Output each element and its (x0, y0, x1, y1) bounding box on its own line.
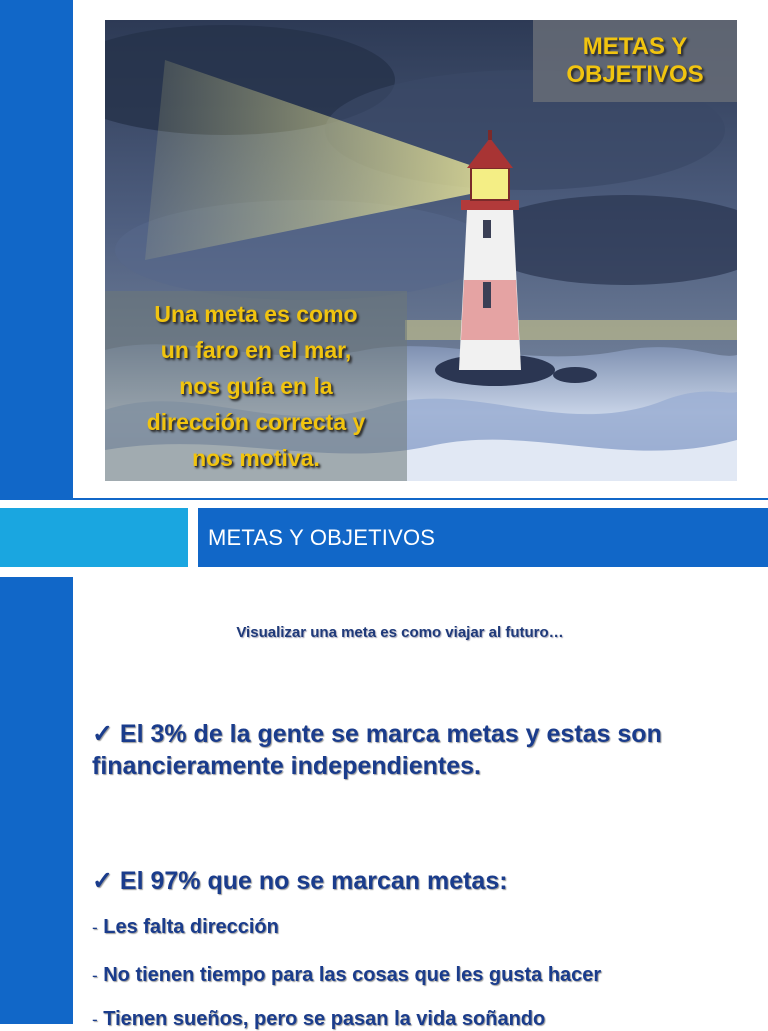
sub-point-2-text: No tienen tiempo para las cosas que les gusta hacer (103, 964, 602, 986)
bullet-point-1-text: El 3% de la gente se marca metas y estas son financieramente independientes. (92, 720, 662, 780)
sub-point-3-text: Tienen sueños, pero se pasan la vida soñando (103, 1008, 546, 1030)
dash-marker: - (92, 966, 98, 985)
dash-marker: - (92, 1010, 98, 1029)
sub-point-1-text: Les falta dirección (103, 916, 279, 938)
slide-1-sidebar (0, 0, 73, 498)
slide-1 (0, 0, 768, 498)
checkmark-icon: ✓ (92, 720, 113, 748)
sub-point-1 (92, 916, 279, 939)
bullet-point-1 (92, 718, 752, 782)
bullet-point-2-text: El 97% que no se marcan metas: (119, 867, 508, 895)
header-accent-block (0, 508, 188, 567)
slide-1-title-box (533, 20, 737, 102)
bullet-point-2 (92, 865, 752, 897)
quote-text: Una meta es como un faro en el mar, nos guía en la dirección correcta y nos motiva. (146, 301, 366, 471)
lighthouse-image (105, 20, 737, 481)
sub-point-3 (92, 1008, 545, 1031)
subtitle: Visualizar una meta es como viajar al futuro… (236, 624, 564, 641)
quote-box (105, 291, 407, 481)
slide-2-sidebar (0, 577, 73, 1024)
header-bar (198, 508, 768, 567)
checkmark-icon: ✓ (92, 867, 113, 895)
sub-point-2 (92, 964, 601, 987)
slide-2 (0, 500, 768, 1030)
dash-marker: - (92, 918, 98, 937)
slide-1-title: METAS Y OBJETIVOS (566, 33, 704, 88)
header-title: METAS Y OBJETIVOS (208, 524, 436, 550)
